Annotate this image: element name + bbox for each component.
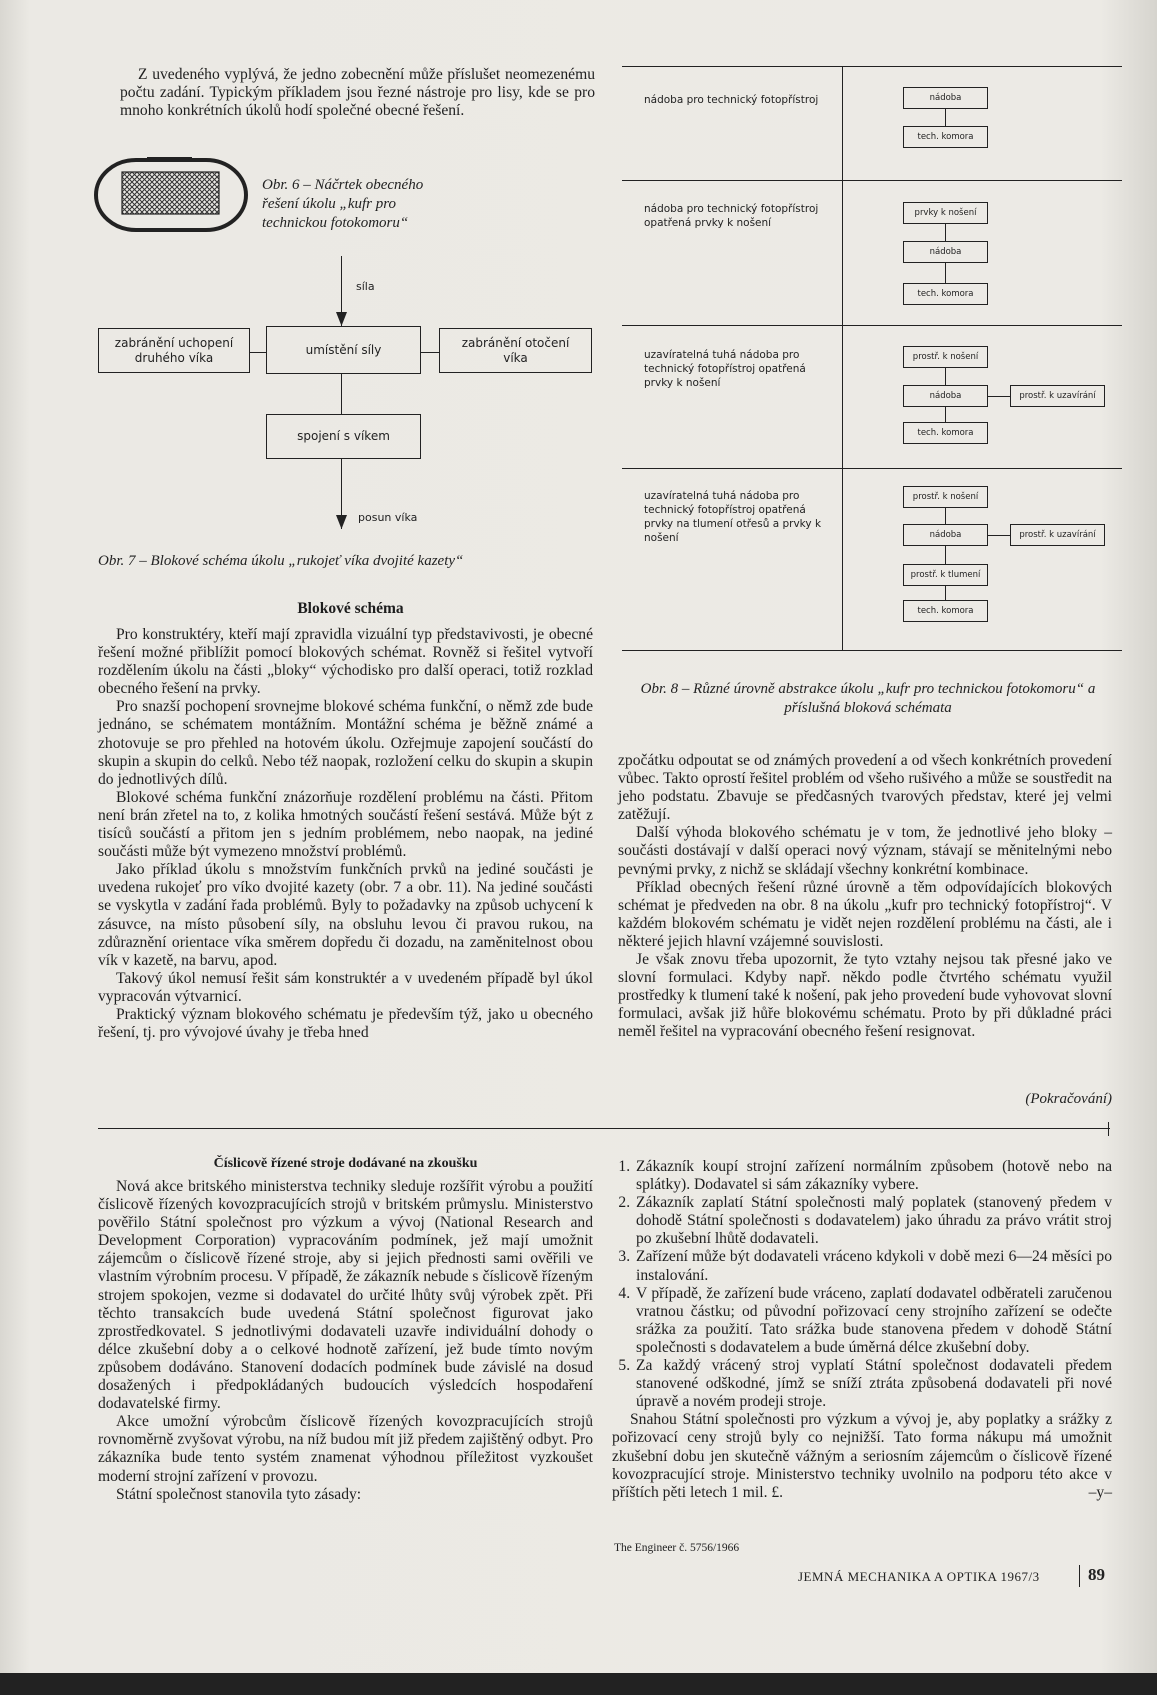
intro-paragraph: Z uvedeného vyplývá, že jedno zobecnění může příslušet neomezenému počtu zadání. Typickým příkladem jsou řezné nástroje pro lisy, kde se pro mnoho konkrétních úkolů hodí společné obecné řešení. xyxy=(120,66,595,120)
fig7-arrowhead-bottom xyxy=(336,515,347,529)
fig7-label-bottom: posun víka xyxy=(358,511,418,524)
right-column-text: zpočátku odpoutat se od známých provedení a od všech konkrétních provedení vůbec. Takto oprostí řešitel problém od všeho rušivého a může se soustředit na jeho podstatu. Zbavuje se předčasných tvarových představ, které jej velmi zatěžují. Další výhoda blokového schématu je v tom, že jednotlivé jeho bloky – součásti dostávají v další operaci nový význam, stávají se měnitelnými nebo pevnými prvky, z nichž se skládají všechny konkrétní kombinace. Příklad obecných řešení různé úrovně a těm odpovídajících blokových schémat je předveden na obr. 8 na úkolu „kufr pro technický fotopřístroj“. V každém blokovém schématu je vidět nejen rozdělení problému na části, ale i některé jejich hlavní vzájemné souvislosti. Je však znovu třeba upozornit, že tyto vztahy nejsou tak přesné jako ve slovní formulaci. Kdyby např. někdo podle čtvrtého schématu využil prostředky k tlumení také k nošení, pak jeho provedení bude vyhovovat slovní formulaci, avšak již hůře blokovému schématu. Proto by při důkladné práci neměl řešitel na vypracování obecného řešení resignovat. xyxy=(618,752,1112,1041)
fig8-row3-block2: nádoba xyxy=(903,385,988,407)
fig7-box-left: zabránění uchopení druhého víka xyxy=(98,328,250,373)
rule-item: 2. Zákazník zaplatí Státní společnosti malý poplatek (stanovený předem v dohodě Státní společnosti s dodavatelem) jako úhradu za právo vrátit stroj po zkušební lhůtě dodavateli. xyxy=(634,1194,1112,1248)
fig8-row3-side-link xyxy=(988,396,1010,397)
footer-divider xyxy=(1079,1565,1080,1587)
fig6-sketch xyxy=(92,152,252,238)
article2-rules-list xyxy=(612,1158,1112,1411)
fig8-rule-1 xyxy=(622,180,1122,181)
fig8-caption: Obr. 8 – Různé úrovně abstrakce úkolu „kufr pro technickou fotokomoru“ a příslušná bloková schémata xyxy=(640,681,1096,716)
fig8-row1-text: nádoba pro technický fotopřístroj xyxy=(644,94,819,106)
fig8-row2-link1 xyxy=(945,224,946,241)
article2-signature: –y– xyxy=(1088,1483,1112,1501)
fig8-rule-0 xyxy=(622,66,1122,67)
fig7-link-down xyxy=(341,374,342,414)
left-column-text: Pro konstruktéry, kteří mají zpravidla vizuální typ představivosti, je obecné řešení možné přiblížit pomocí blokových schémat. Rovněž si řešitel vytvoří rozdělením úkolu na části „bloky“ východisko pro další operaci, totiž rozklad obecného řešení na prvky. Pro snazší pochopení srovnejme blokové schéma funkční, o němž zde bude jednáno, se schématem montážním. Montážní schéma je běžně známé a zhotovuje se pro přehled na hotovém úkolu. Ozřejmuje zapojení součástí do skupin a skupin do celků. Nebo též naopak, rozložení celku do skupin a skupin do jednotlivých dílů. Blokové schéma funkční znázorňuje rozdělení problému na části. Přitom není brán zřetel na to, z kolika hmotných součástí řešení sestává. Může být z tisíců součástí a přitom jen s jedním problémem, nebo naopak, na jediné součásti může být vymezeno množství problémů. Jako příklad úkolu s množstvím funkčních prvků na jediné součásti je uvedena rukojeť pro víko dvojité kazety (obr. 7 a obr. 11). Na jediné součásti se vyskytla v zadání řada problémů. Byly to požadavky na způsob uchycení k zásuvce, na místo působení síly, na obsluhu levou či pravou rukou, na zdůraznění orientace víka směrem dopředu či dozadu, na zaměnitelnost obou vík v kazetě, na barvu, apod. Takový úkol nemusí řešit sám konstruktér a v uvedeném případě byl úkol vypracován výtvarnicí. Praktický význam blokového schématu je především týž, jako u obecného řešení, tj. pro vývojové úvahy je třeba hned xyxy=(98,626,593,1042)
fig8-rule-4 xyxy=(622,650,1122,651)
fig7-caption: Obr. 7 – Blokové schéma úkolu „rukojeť víka dvojité kazety“ xyxy=(98,553,464,569)
fig7-arrowhead-top xyxy=(336,312,347,326)
section-heading: Blokové schéma xyxy=(297,600,404,617)
fig8-row1-block2: tech. komora xyxy=(903,126,988,148)
fig8-row4-block2: nádoba xyxy=(903,524,988,546)
fig8-row4-link2 xyxy=(945,546,946,564)
fig7-box-center: umístění síly xyxy=(266,326,421,374)
fig8-row1-link xyxy=(945,109,946,126)
fig8-row4-side: prostř. k uzavírání xyxy=(1010,524,1105,546)
fig8-row2-block3: tech. komora xyxy=(903,283,988,305)
fig8-row1-block1: nádoba xyxy=(903,87,988,109)
fig8-row4-block4: tech. komora xyxy=(903,600,988,622)
article2-closing: Snahou Státní společnosti pro výzkum a vývoj je, aby poplatky a srážky z pořizovací ceny strojů byly co nejnižší. Tato forma nákupu má umožnit zkušební dobu jen skutečně vážným a seriosním zájemcům o číslicově řízené kovozpracující stroje. Ministerstvo techniky uvolnilo na podporu této akce v příštích pěti letech 1 mil. £. xyxy=(612,1411,1112,1501)
fig7-box-right: zabránění otočení víka xyxy=(439,328,592,373)
article-separator xyxy=(98,1128,1110,1129)
rule-item: 5. Za každý vrácený stroj vyplatí Státní společnost dodavateli předem stanovené odškodné, jímž se sníží ztráta způsobená dodavateli při nové úpravě a novém prodeji stroje. xyxy=(634,1357,1112,1411)
fig8-row3-block1: prostř. k nošení xyxy=(903,346,988,368)
fig8-row2-link2 xyxy=(945,263,946,283)
article2-heading: Číslicově řízené stroje dodávané na zkoušku xyxy=(213,1156,478,1171)
fig8-row3-block3: tech. komora xyxy=(903,422,988,444)
fig8-rule-2 xyxy=(622,325,1122,326)
scan-edge xyxy=(0,1673,1157,1695)
fig8-row3-side: prostř. k uzavírání xyxy=(1010,385,1105,407)
fig8-row2-text: nádoba pro technický fotopřístroj opatřená prvky k nošení xyxy=(644,203,819,229)
fig8-row3-link2 xyxy=(945,407,946,422)
article2-source: The Engineer č. 5756/1966 xyxy=(614,1542,740,1554)
fig8-row3-link1 xyxy=(945,368,946,385)
fig8-divider xyxy=(842,66,843,650)
fig8-row4-link1 xyxy=(945,508,946,524)
fig6-caption: Obr. 6 – Náčrtek obecného řešení úkolu „kufr pro technickou fotokomoru“ xyxy=(262,177,424,231)
fig7-link-left xyxy=(250,352,266,353)
continued-note: (Pokračování) xyxy=(1025,1091,1112,1107)
separator-tick xyxy=(1108,1122,1109,1136)
fig8-row4-text: uzavíratelná tuhá nádoba pro technický fotopřístroj opatřená prvky na tlumení otřesů a prvky k nošení xyxy=(644,490,822,544)
footer-journal: JEMNÁ MECHANIKA A OPTIKA 1967/3 xyxy=(798,1569,1040,1584)
fig8-row4-side-link xyxy=(988,535,1010,536)
page-number: 89 xyxy=(1088,1565,1105,1584)
fig8-row4-block3: prostř. k tlumení xyxy=(903,564,988,586)
fig8-row4-link3 xyxy=(945,586,946,600)
rule-item: 1. Zákazník koupí strojní zařízení normálním způsobem (hotově nebo na splátky). Dodavatel si sám zákazníky vybere. xyxy=(634,1158,1112,1194)
article2-right-text xyxy=(612,1158,1112,1502)
rule-item: 4. V případě, že zařízení bude vráceno, zaplatí dodavatel odběrateli zaručenou vratnou částku; od původní pořizovací ceny strojního zařízení se odečte srážka za použití. Tato srážka bude stanovena předem v dohodě Státní společnosti s dodavatelem a bude úměrná délce zkušební doby. xyxy=(634,1285,1112,1357)
fig8-row3-text: uzavíratelná tuhá nádoba pro technický fotopřístroj opatřená prvky k nošení xyxy=(644,349,806,389)
fig8-row2-block2: nádoba xyxy=(903,241,988,263)
fig7-box-bottom: spojení s víkem xyxy=(266,414,421,459)
fig8-row2-block1: prvky k nošení xyxy=(903,202,988,224)
rule-item: 3. Zařízení může být dodavateli vráceno kdykoli v době mezi 6—24 měsíci po instalování. xyxy=(634,1248,1112,1284)
fig7-label-top: síla xyxy=(356,280,375,293)
fig8-rule-3 xyxy=(622,468,1122,469)
article2-left-text: Nová akce britského ministerstva techniky sleduje rozšířit výrobu a použití číslicově řízených kovozpracujících strojů v britském průmyslu. Ministerstvo pověřilo Státní společnost pro výzkum a vývoj (National Research and Development Corporation) vypracováním podmínek, jež mají umožnit zájemcům o číslicově řízené stroje, aby si jejich přednosti sami ověřili ve vlastním výrobním procesu. V případě, že zákazník nebude s číslicově řízeným strojem spokojen, vezme si dodavatel do určité lhůty svůj výrobek zpět. Při těchto transakcích bude uvedená Státní společnost figurovat jako zprostředkovatel. S jednotlivými dodavateli uzavře individuální dohody o délce zkušební doby a o celkové hodnotě zařízení, jež bude tímto novým způsobem dodáváno. Stanovení dodacích podmínek bude závislé na dosud dosažených i předpokládaných budoucích výsledcích hospodaření dodavatelské firmy. Akce umožní výrobcům číslicově řízených kovozpracujících strojů rovnoměrně zvyšovat výrobu, na níž budou mít již předem zajištěný odbyt. Pro zákazníka bude tento systém znamenat výhodnou příležitost vyzkoušet moderní strojní zařízení v provozu. Státní společnost stanovila tyto zásady: xyxy=(98,1178,593,1503)
fig8-row4-block1: prostř. k nošení xyxy=(903,486,988,508)
fig7-link-right xyxy=(421,352,439,353)
